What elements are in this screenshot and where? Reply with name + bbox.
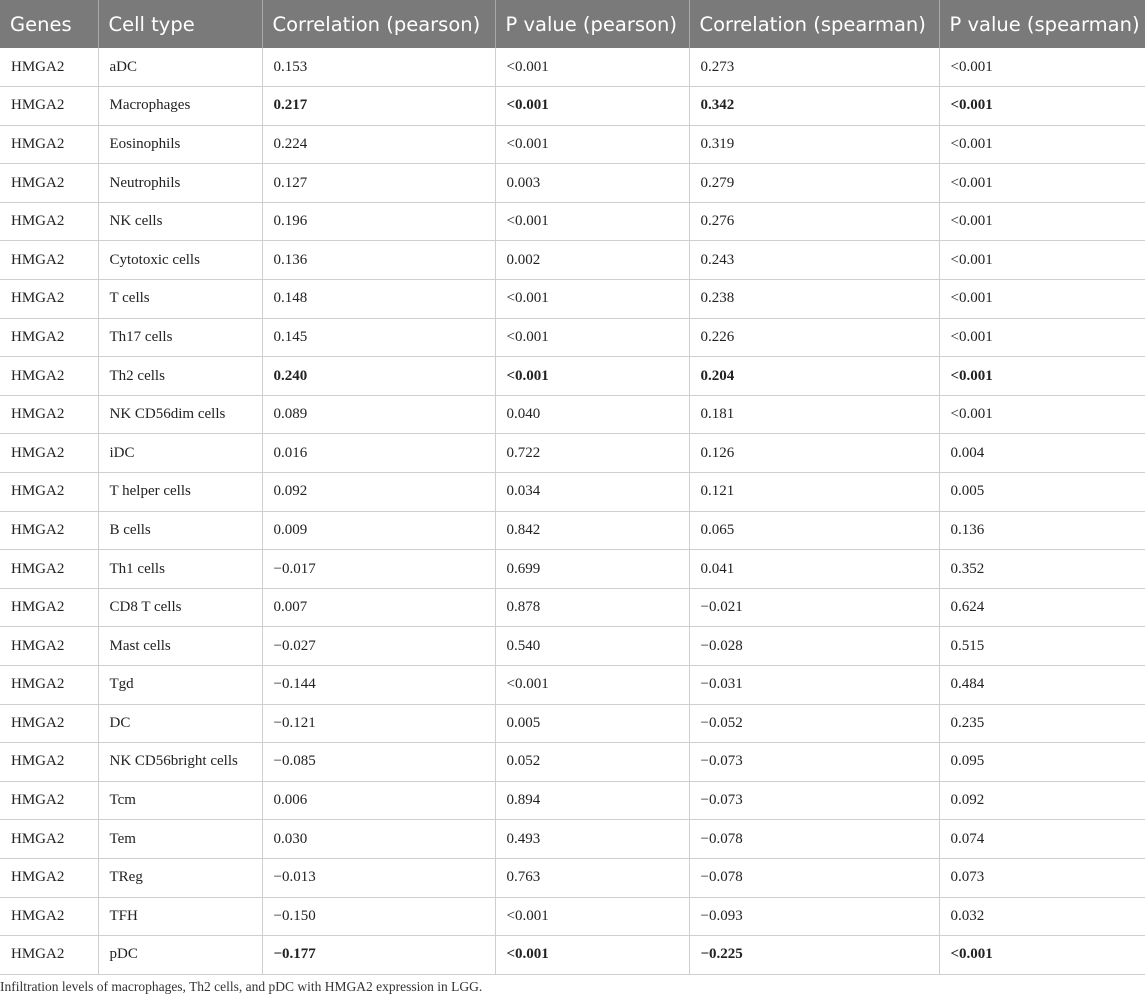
pearson-p-value-cell: 0.540 — [495, 627, 689, 666]
spearman-p-value-cell: 0.092 — [939, 781, 1145, 820]
spearman-p-value-cell: <0.001 — [939, 357, 1145, 396]
spearman-correlation-cell: −0.028 — [689, 627, 939, 666]
table-row — [0, 125, 1145, 164]
spearman-p-value-cell: <0.001 — [939, 936, 1145, 975]
spearman-correlation-cell: −0.078 — [689, 820, 939, 859]
pearson-p-value-cell: <0.001 — [495, 48, 689, 87]
spearman-correlation-header: Correlation (spearman) — [689, 0, 939, 48]
pearson-correlation-cell: 0.089 — [262, 395, 495, 434]
table-row — [0, 241, 1145, 280]
pearson-p-value-cell: 0.842 — [495, 511, 689, 550]
table-row — [0, 395, 1145, 434]
pearson-correlation-cell: −0.121 — [262, 704, 495, 743]
spearman-p-value-cell: <0.001 — [939, 87, 1145, 126]
gene-cell: HMGA2 — [0, 820, 98, 859]
gene-cell: HMGA2 — [0, 858, 98, 897]
pearson-p-value-cell: <0.001 — [495, 318, 689, 357]
spearman-p-value-cell: 0.515 — [939, 627, 1145, 666]
gene-cell: HMGA2 — [0, 357, 98, 396]
table-row — [0, 434, 1145, 473]
cell-type-cell: Neutrophils — [98, 164, 262, 203]
spearman-p-value-cell: <0.001 — [939, 395, 1145, 434]
pearson-p-value-cell: <0.001 — [495, 666, 689, 705]
gene-cell: HMGA2 — [0, 164, 98, 203]
pearson-correlation-cell: 0.148 — [262, 280, 495, 319]
spearman-correlation-cell: −0.093 — [689, 897, 939, 936]
spearman-p-value-cell: 0.032 — [939, 897, 1145, 936]
pearson-p-value-cell: 0.040 — [495, 395, 689, 434]
gene-cell: HMGA2 — [0, 395, 98, 434]
pearson-correlation-cell: 0.127 — [262, 164, 495, 203]
cell-type-cell: Cytotoxic cells — [98, 241, 262, 280]
cell-type-header: Cell type — [98, 0, 262, 48]
cell-type-cell: TFH — [98, 897, 262, 936]
table-row — [0, 666, 1145, 705]
spearman-p-value-cell: <0.001 — [939, 125, 1145, 164]
pearson-correlation-cell: −0.027 — [262, 627, 495, 666]
cell-type-cell: NK CD56dim cells — [98, 395, 262, 434]
spearman-correlation-cell: 0.121 — [689, 473, 939, 512]
pearson-p-value-cell: 0.699 — [495, 550, 689, 589]
gene-cell: HMGA2 — [0, 202, 98, 241]
cell-type-cell: NK CD56bright cells — [98, 743, 262, 782]
cell-type-cell: Th2 cells — [98, 357, 262, 396]
pearson-p-value-cell: 0.878 — [495, 588, 689, 627]
pearson-p-value-cell: 0.005 — [495, 704, 689, 743]
cell-type-cell: T cells — [98, 280, 262, 319]
spearman-p-value-cell: <0.001 — [939, 241, 1145, 280]
spearman-correlation-cell: −0.225 — [689, 936, 939, 975]
spearman-correlation-cell: −0.021 — [689, 588, 939, 627]
table-row — [0, 87, 1145, 126]
spearman-correlation-cell: 0.342 — [689, 87, 939, 126]
gene-cell: HMGA2 — [0, 511, 98, 550]
cell-type-cell: Tem — [98, 820, 262, 859]
spearman-correlation-cell: −0.073 — [689, 743, 939, 782]
table-row — [0, 936, 1145, 975]
gene-cell: HMGA2 — [0, 318, 98, 357]
spearman-p-value-cell: 0.624 — [939, 588, 1145, 627]
spearman-p-value-cell: 0.004 — [939, 434, 1145, 473]
pearson-correlation-cell: −0.085 — [262, 743, 495, 782]
spearman-p-value-cell: <0.001 — [939, 48, 1145, 87]
pearson-correlation-cell: −0.013 — [262, 858, 495, 897]
cell-type-cell: Tcm — [98, 781, 262, 820]
spearman-p-value-cell: <0.001 — [939, 202, 1145, 241]
gene-cell: HMGA2 — [0, 241, 98, 280]
pearson-p-value-cell: 0.052 — [495, 743, 689, 782]
gene-cell: HMGA2 — [0, 48, 98, 87]
pearson-p-value-cell: 0.034 — [495, 473, 689, 512]
pearson-correlation-cell: −0.177 — [262, 936, 495, 975]
spearman-correlation-cell: −0.073 — [689, 781, 939, 820]
pearson-correlation-cell: 0.030 — [262, 820, 495, 859]
table-row — [0, 202, 1145, 241]
spearman-correlation-cell: 0.319 — [689, 125, 939, 164]
cell-type-cell: Eosinophils — [98, 125, 262, 164]
cell-type-cell: B cells — [98, 511, 262, 550]
cell-type-cell: iDC — [98, 434, 262, 473]
table-row — [0, 820, 1145, 859]
pearson-correlation-cell: −0.150 — [262, 897, 495, 936]
pearson-p-value-cell: 0.763 — [495, 858, 689, 897]
spearman-p-value-cell: 0.352 — [939, 550, 1145, 589]
pearson-p-value-cell: 0.493 — [495, 820, 689, 859]
pearson-p-value-cell: 0.002 — [495, 241, 689, 280]
spearman-correlation-cell: −0.052 — [689, 704, 939, 743]
gene-cell: HMGA2 — [0, 550, 98, 589]
gene-cell: HMGA2 — [0, 125, 98, 164]
spearman-p-value-cell: 0.095 — [939, 743, 1145, 782]
pearson-correlation-cell: 0.224 — [262, 125, 495, 164]
table-body — [0, 48, 1145, 974]
gene-cell: HMGA2 — [0, 743, 98, 782]
spearman-correlation-cell: −0.031 — [689, 666, 939, 705]
pearson-correlation-cell: 0.153 — [262, 48, 495, 87]
cell-type-cell: Macrophages — [98, 87, 262, 126]
spearman-correlation-cell: −0.078 — [689, 858, 939, 897]
table-row — [0, 357, 1145, 396]
spearman-correlation-cell: 0.273 — [689, 48, 939, 87]
pearson-p-value-cell: <0.001 — [495, 936, 689, 975]
gene-cell: HMGA2 — [0, 781, 98, 820]
table-row — [0, 897, 1145, 936]
cell-type-cell: DC — [98, 704, 262, 743]
pearson-correlation-cell: 0.136 — [262, 241, 495, 280]
pearson-p-value-cell: 0.003 — [495, 164, 689, 203]
spearman-p-value-cell: 0.235 — [939, 704, 1145, 743]
table-row — [0, 280, 1145, 319]
table-row — [0, 858, 1145, 897]
spearman-correlation-cell: 0.243 — [689, 241, 939, 280]
table-header — [0, 0, 1145, 48]
cell-type-cell: NK cells — [98, 202, 262, 241]
table-row — [0, 164, 1145, 203]
cell-type-cell: CD8 T cells — [98, 588, 262, 627]
pearson-correlation-cell: −0.017 — [262, 550, 495, 589]
table-row — [0, 743, 1145, 782]
table-row — [0, 511, 1145, 550]
pearson-p-value-cell: <0.001 — [495, 87, 689, 126]
gene-cell: HMGA2 — [0, 704, 98, 743]
cell-type-cell: Mast cells — [98, 627, 262, 666]
spearman-p-value-header: P value (spearman) — [939, 0, 1145, 48]
table-row — [0, 704, 1145, 743]
spearman-correlation-cell: 0.181 — [689, 395, 939, 434]
gene-cell: HMGA2 — [0, 280, 98, 319]
gene-cell: HMGA2 — [0, 434, 98, 473]
pearson-p-value-cell: 0.722 — [495, 434, 689, 473]
cell-type-cell: Tgd — [98, 666, 262, 705]
pearson-p-value-cell: <0.001 — [495, 897, 689, 936]
genes-header: Genes — [0, 0, 98, 48]
spearman-correlation-cell: 0.276 — [689, 202, 939, 241]
spearman-p-value-cell: 0.005 — [939, 473, 1145, 512]
table-caption: Infiltration levels of macrophages, Th2 cells, and pDC with HMGA2 expression in LGG. — [0, 979, 483, 994]
pearson-correlation-cell: 0.016 — [262, 434, 495, 473]
spearman-correlation-cell: 0.065 — [689, 511, 939, 550]
gene-cell: HMGA2 — [0, 627, 98, 666]
table-row — [0, 48, 1145, 87]
gene-cell: HMGA2 — [0, 473, 98, 512]
spearman-correlation-cell: 0.204 — [689, 357, 939, 396]
pearson-p-value-cell: <0.001 — [495, 202, 689, 241]
pearson-p-value-cell: <0.001 — [495, 357, 689, 396]
cell-type-cell: Th17 cells — [98, 318, 262, 357]
spearman-correlation-cell: 0.279 — [689, 164, 939, 203]
spearman-correlation-cell: 0.041 — [689, 550, 939, 589]
spearman-correlation-cell: 0.126 — [689, 434, 939, 473]
header-row — [0, 0, 1145, 48]
table-row — [0, 781, 1145, 820]
gene-cell: HMGA2 — [0, 666, 98, 705]
spearman-p-value-cell: 0.484 — [939, 666, 1145, 705]
spearman-p-value-cell: <0.001 — [939, 318, 1145, 357]
gene-cell: HMGA2 — [0, 87, 98, 126]
pearson-p-value-cell: 0.894 — [495, 781, 689, 820]
spearman-correlation-cell: 0.226 — [689, 318, 939, 357]
spearman-p-value-cell: <0.001 — [939, 280, 1145, 319]
pearson-correlation-cell: 0.240 — [262, 357, 495, 396]
pearson-correlation-header: Correlation (pearson) — [262, 0, 495, 48]
pearson-correlation-cell: −0.144 — [262, 666, 495, 705]
spearman-p-value-cell: 0.136 — [939, 511, 1145, 550]
pearson-correlation-cell: 0.145 — [262, 318, 495, 357]
cell-type-cell: Th1 cells — [98, 550, 262, 589]
spearman-p-value-cell: 0.074 — [939, 820, 1145, 859]
pearson-correlation-cell: 0.006 — [262, 781, 495, 820]
spearman-p-value-cell: 0.073 — [939, 858, 1145, 897]
cell-type-cell: TReg — [98, 858, 262, 897]
pearson-p-value-cell: <0.001 — [495, 280, 689, 319]
cell-type-cell: pDC — [98, 936, 262, 975]
cell-type-cell: aDC — [98, 48, 262, 87]
pearson-p-value-cell: <0.001 — [495, 125, 689, 164]
gene-cell: HMGA2 — [0, 936, 98, 975]
pearson-p-value-header: P value (pearson) — [495, 0, 689, 48]
pearson-correlation-cell: 0.007 — [262, 588, 495, 627]
gene-cell: HMGA2 — [0, 897, 98, 936]
pearson-correlation-cell: 0.196 — [262, 202, 495, 241]
pearson-correlation-cell: 0.009 — [262, 511, 495, 550]
table-row — [0, 627, 1145, 666]
table-row — [0, 318, 1145, 357]
table-row — [0, 473, 1145, 512]
table-row — [0, 588, 1145, 627]
spearman-correlation-cell: 0.238 — [689, 280, 939, 319]
pearson-correlation-cell: 0.217 — [262, 87, 495, 126]
gene-cell: HMGA2 — [0, 588, 98, 627]
cell-type-cell: T helper cells — [98, 473, 262, 512]
table-row — [0, 550, 1145, 589]
spearman-p-value-cell: <0.001 — [939, 164, 1145, 203]
pearson-correlation-cell: 0.092 — [262, 473, 495, 512]
